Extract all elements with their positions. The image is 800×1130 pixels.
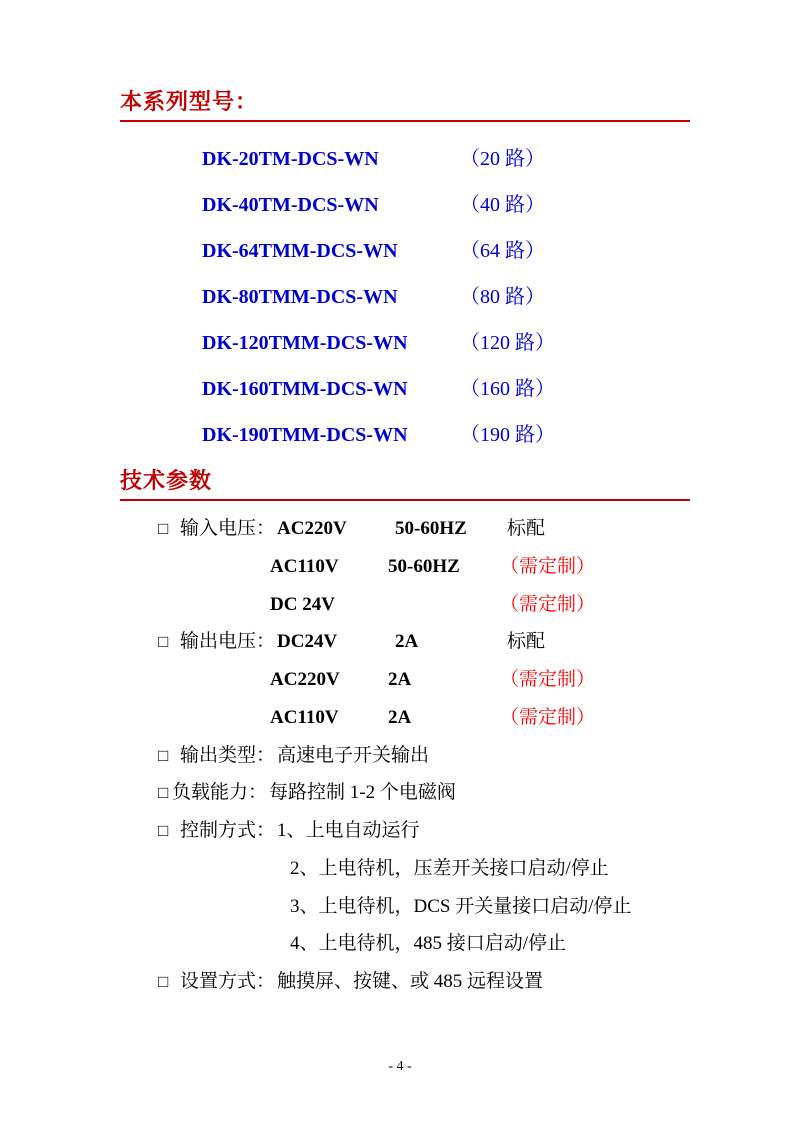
list-item xyxy=(120,142,690,171)
model-name: DK-40TM-DCS-WN xyxy=(202,194,379,216)
spec-row-input-voltage-alt1 xyxy=(120,555,690,579)
models-heading-wrap xyxy=(120,85,690,122)
spec-label: 控制方式： xyxy=(180,820,276,841)
spec-value: 4、上电待机，485 接口启动/停止 xyxy=(290,933,567,955)
spec-value: 触摸屏、按键、或 485 远程设置 xyxy=(277,971,544,992)
spec-value: 2、上电待机，压差开关接口启动/停止 xyxy=(290,857,609,879)
spec-value: AC220V xyxy=(277,518,347,539)
spec-value: DC 24V xyxy=(270,593,335,615)
checkbox-icon: □ xyxy=(158,821,169,840)
checkbox-icon: □ xyxy=(158,972,169,991)
spec-label: 负载能力： xyxy=(172,782,268,804)
model-channels: （190 路） xyxy=(460,424,555,446)
spec-value: AC110V xyxy=(270,555,339,577)
model-list xyxy=(120,142,690,447)
spec-row-control-mode-item xyxy=(120,857,690,881)
model-channels: （64 路） xyxy=(460,240,545,262)
spec-current: 2A xyxy=(395,631,419,653)
checkbox-icon: □ xyxy=(158,632,169,652)
spec-frequency: 50-60HZ xyxy=(388,555,460,577)
spec-row-input-voltage-alt2 xyxy=(120,593,690,617)
spec-value: AC110V xyxy=(270,706,339,728)
spec-label: 输出类型： xyxy=(180,744,276,766)
spec-label: 输入电压： xyxy=(180,518,276,539)
spec-label: 输出电压： xyxy=(180,631,276,653)
model-name: DK-80TMM-DCS-WN xyxy=(202,286,398,308)
checkbox-icon: □ xyxy=(158,745,169,765)
list-item xyxy=(120,372,690,401)
spec-note: 标配 xyxy=(507,518,546,539)
spec-frequency: 50-60HZ xyxy=(395,518,467,539)
model-channels: （120 路） xyxy=(460,332,555,354)
model-name: DK-120TMM-DCS-WN xyxy=(202,332,408,354)
model-channels: （20 路） xyxy=(460,148,545,170)
spec-value: AC220V xyxy=(270,669,340,690)
model-name: DK-160TMM-DCS-WN xyxy=(202,378,408,400)
spec-value: 3、上电待机，DCS 开关量接口启动/停止 xyxy=(290,895,632,917)
spec-label: 设置方式： xyxy=(180,971,276,992)
list-item xyxy=(120,418,690,447)
spec-note-custom: （需定制） xyxy=(500,706,596,728)
spec-row-output-voltage-alt2 xyxy=(120,706,690,730)
spec-current: 2A xyxy=(388,706,412,728)
spec-row-control-mode xyxy=(120,819,690,843)
spec-note-custom: （需定制） xyxy=(500,555,596,577)
spec-note-custom: （需定制） xyxy=(500,669,596,690)
model-name: DK-190TMM-DCS-WN xyxy=(202,424,408,446)
spec-row-input-voltage xyxy=(120,517,690,541)
list-item xyxy=(120,326,690,355)
specifications-block xyxy=(120,517,690,994)
specs-heading-wrap xyxy=(120,464,690,501)
spec-note: 标配 xyxy=(507,631,546,653)
model-channels: （80 路） xyxy=(460,286,545,308)
spec-row-control-mode-item xyxy=(120,895,690,919)
specs-heading: 技术参数 xyxy=(120,464,690,501)
list-item xyxy=(120,188,690,217)
spec-current: 2A xyxy=(388,669,412,690)
model-name: DK-20TM-DCS-WN xyxy=(202,148,379,170)
spec-value: DC24V xyxy=(277,631,338,653)
spec-note-custom: （需定制） xyxy=(500,593,596,615)
spec-row-load-capacity xyxy=(120,781,690,805)
model-channels: （40 路） xyxy=(460,194,545,216)
spec-value: 1、上电自动运行 xyxy=(277,820,420,841)
list-item xyxy=(120,280,690,309)
spec-value: 高速电子开关输出 xyxy=(277,744,430,766)
spec-value: 每路控制 1-2 个电磁阀 xyxy=(269,782,456,804)
models-heading: 本系列型号： xyxy=(120,85,690,122)
model-channels: （160 路） xyxy=(460,378,555,400)
spec-row-setting-mode xyxy=(120,970,690,994)
checkbox-icon: □ xyxy=(158,519,169,538)
spec-row-control-mode-item xyxy=(120,932,690,956)
checkbox-icon: □ xyxy=(158,783,169,803)
spec-row-output-type xyxy=(120,744,690,768)
list-item xyxy=(120,234,690,263)
spec-row-output-voltage-alt1 xyxy=(120,668,690,692)
spec-row-output-voltage xyxy=(120,630,690,654)
page-number: - 4 - xyxy=(388,1059,412,1074)
model-name: DK-64TMM-DCS-WN xyxy=(202,240,398,262)
